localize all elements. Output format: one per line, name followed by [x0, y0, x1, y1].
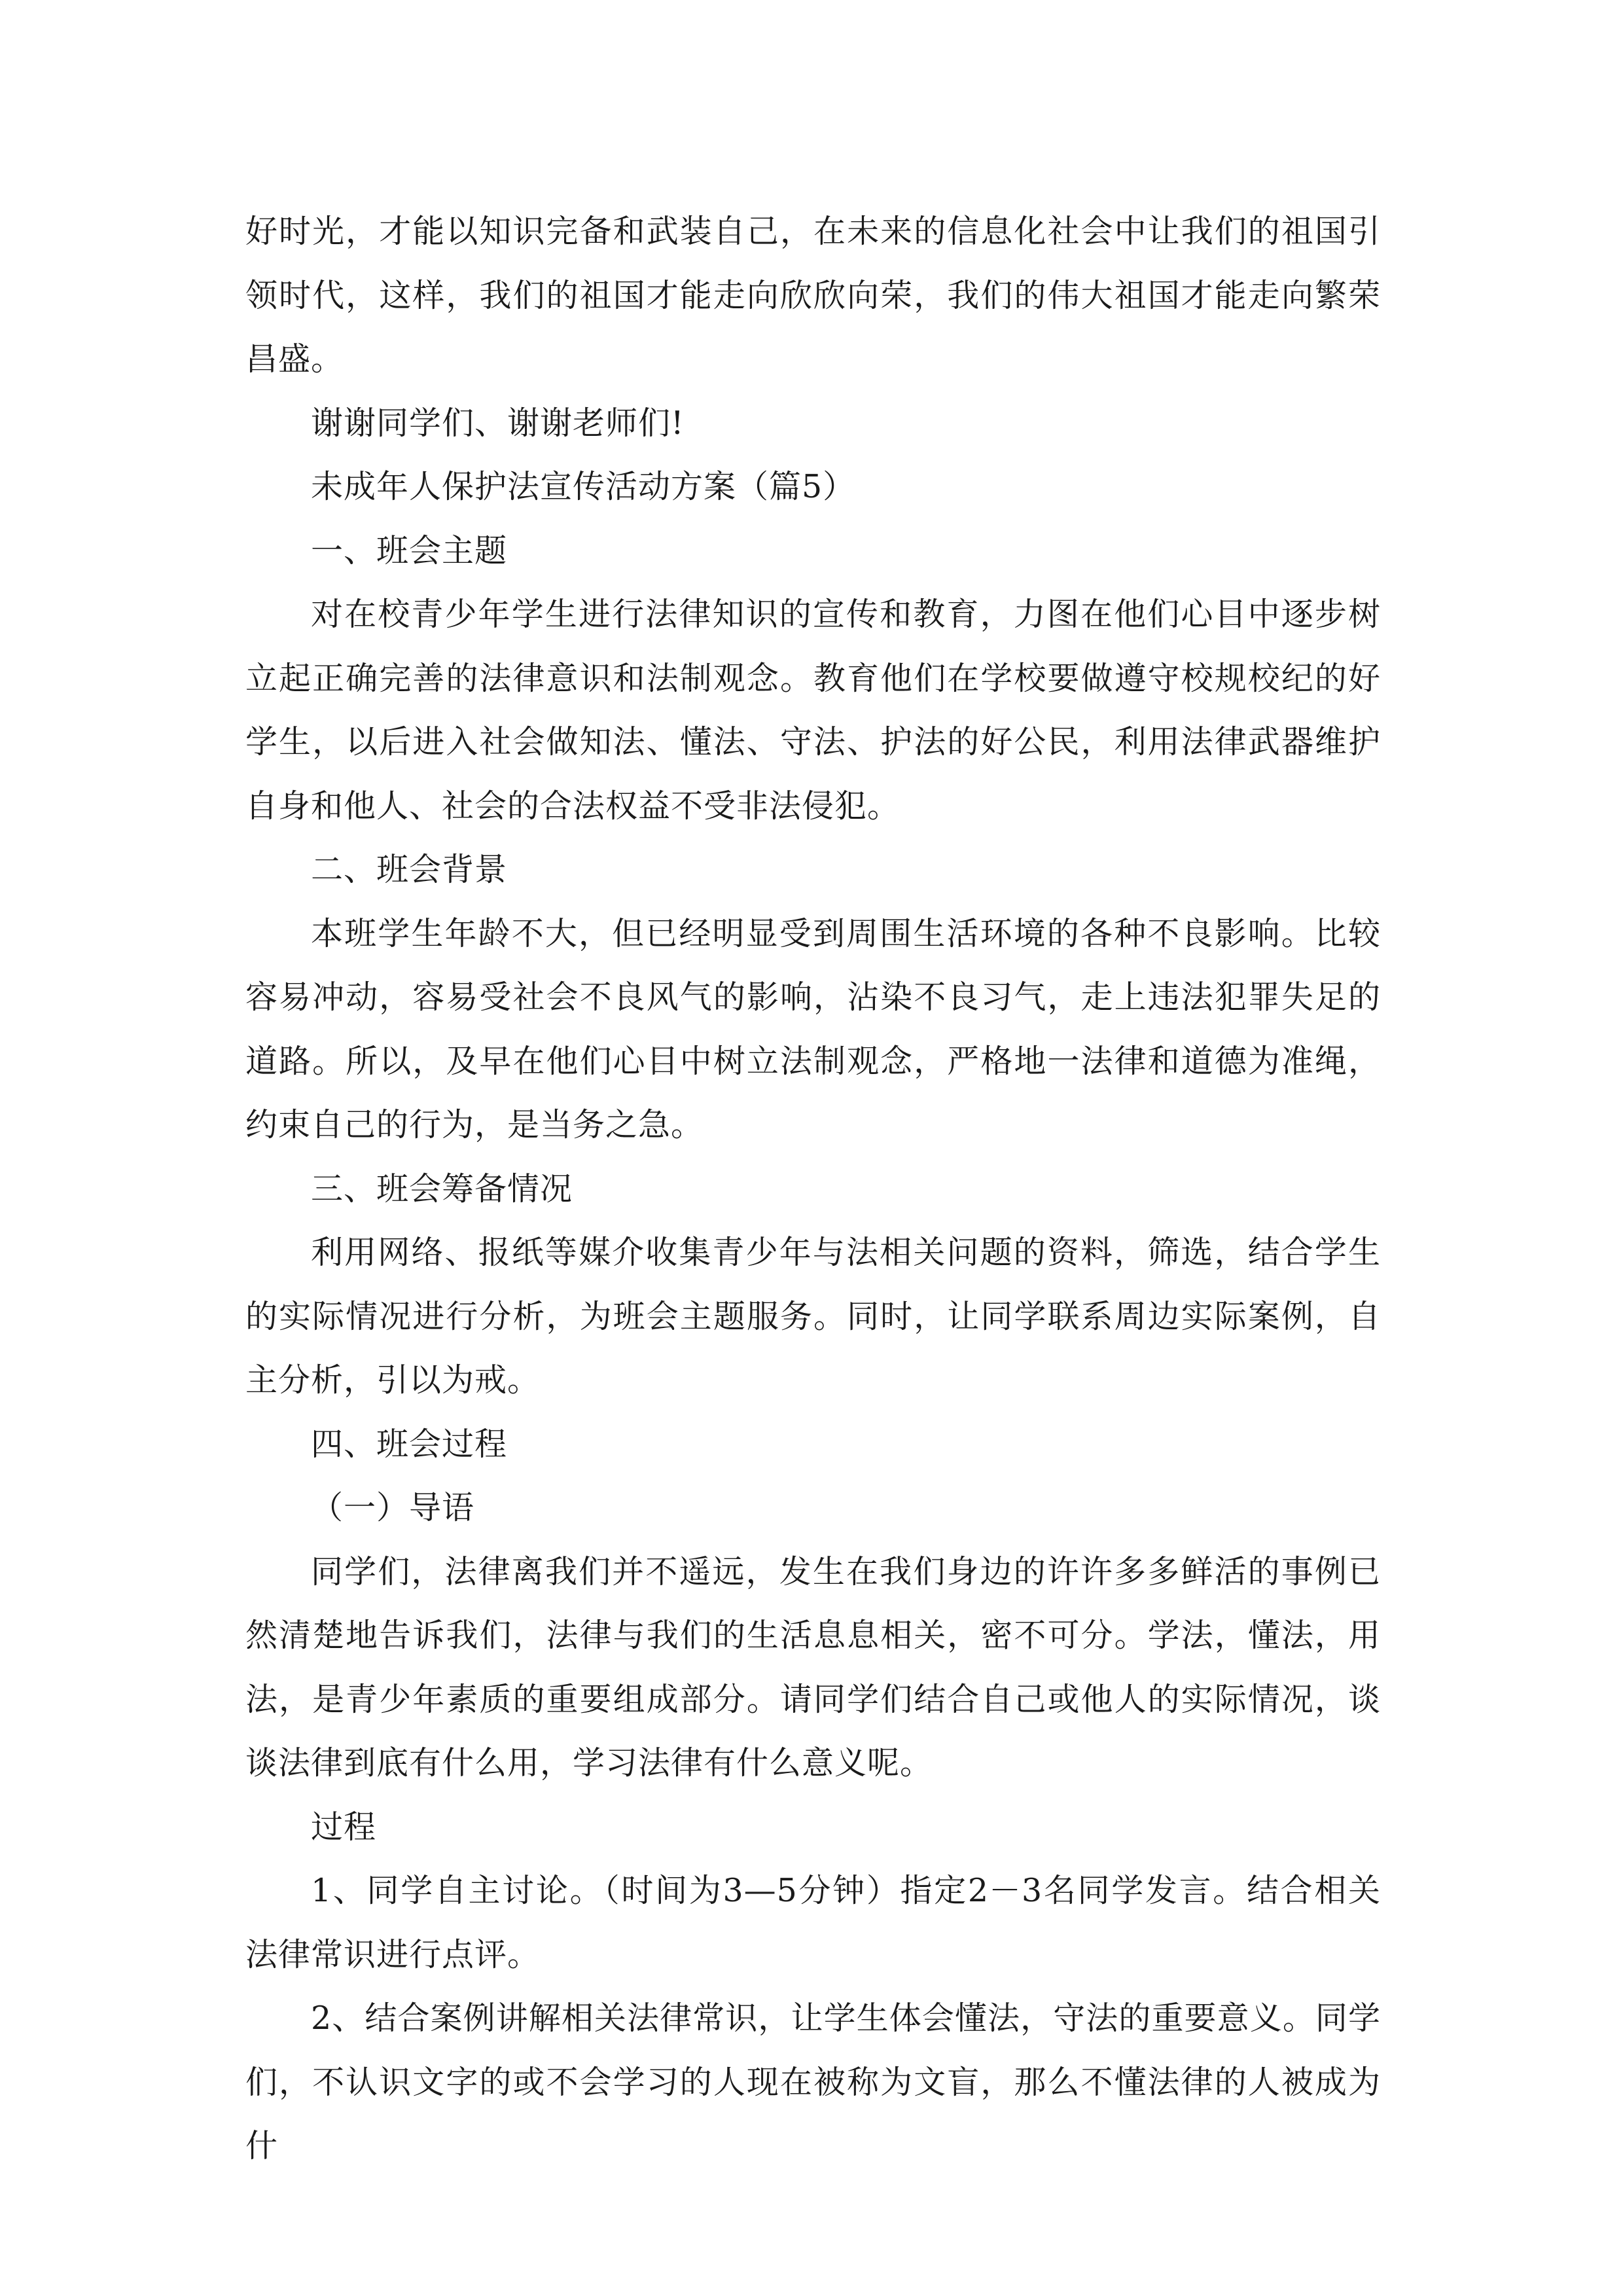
- heading-preparation: 三、班会筹备情况: [311, 1170, 573, 1208]
- heading-theme: 一、班会主题: [311, 531, 508, 569]
- paragraph-continuation: 好时光，才能以知识完备和武装自己，在未来的信息化社会中让我们的祖国引领时代，这样，我们的祖国才能走向欣欣向荣，我们的伟大祖国才能走向繁荣昌盛。: [245, 213, 1381, 378]
- heading-process: 四、班会过程: [311, 1425, 508, 1463]
- paragraph-step-2: 2、结合案例讲解相关法律常识，让学生体会懂法，守法的重要意义。同学们，不认识文字的或不会学习的人现在被称为文盲，那么不懂法律的人被成为什: [245, 2000, 1381, 2164]
- heading-background: 二、班会背景: [311, 851, 508, 888]
- heading-intro: （一）导语: [311, 1489, 475, 1526]
- paragraph-background: 本班学生年龄不大，但已经明显受到周围生活环境的各种不良影响。比较容易冲动，容易受社会不良风气的影响，沾染不良习气，走上违法犯罪失足的道路。所以，及早在他们心目中树立法制观念，严格地一法律和道德为准绳，约束自己的行为，是当务之急。: [245, 914, 1381, 1143]
- paragraph-thanks: 谢谢同学们、谢谢老师们!: [311, 404, 685, 442]
- heading-procedure: 过程: [311, 1808, 377, 1846]
- paragraph-intro: 同学们，法律离我们并不遥远，发生在我们身边的许许多多鲜活的事例已然清楚地告诉我们，法律与我们的生活息息相关，密不可分。学法，懂法，用法，是青少年素质的重要组成部分。请同学们结合自己或他人的实际情况，谈谈法律到底有什么用，学习法律有什么意义呢。: [245, 1552, 1381, 1782]
- section-title: 未成年人保护法宣传活动方案（篇5）: [311, 468, 856, 505]
- paragraph-theme: 对在校青少年学生进行法律知识的宣传和教育，力图在他们心目中逐步树立起正确完善的法律意识和法制观念。教育他们在学校要做遵守校规校纪的好学生，以后进入社会做知法、懂法、守法、护法的好公民，利用法律武器维护自身和他人、社会的合法权益不受非法侵犯。: [245, 596, 1381, 825]
- paragraph-step-1: 1、同学自主讨论。（时间为3—5分钟）指定2－3名同学发言。结合相关法律常识进行点评。: [245, 1872, 1381, 1973]
- document-body: [245, 200, 1381, 2178]
- paragraph-preparation: 利用网络、报纸等媒介收集青少年与法相关问题的资料，筛选，结合学生的实际情况进行分析，为班会主题服务。同时，让同学联系周边实际案例，自主分析，引以为戒。: [245, 1234, 1381, 1399]
